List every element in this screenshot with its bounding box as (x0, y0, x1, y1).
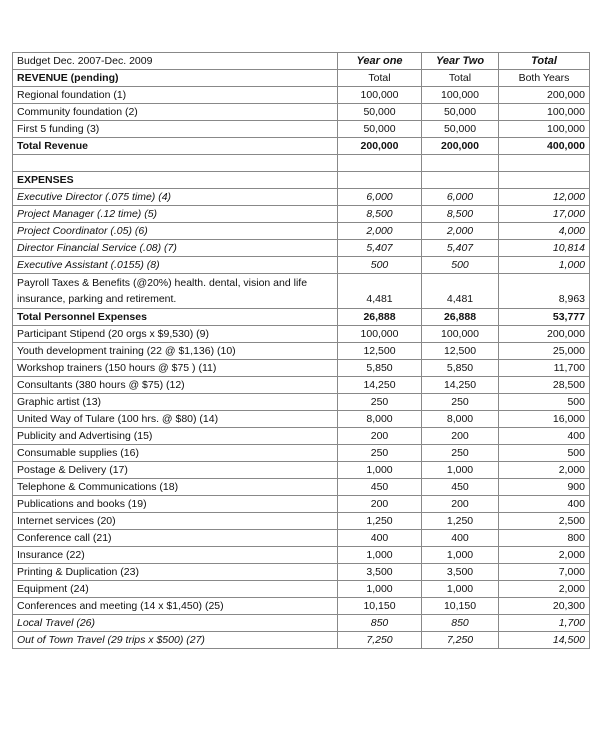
row-total: 14,500 (499, 632, 590, 649)
row-label: First 5 funding (3) (13, 121, 338, 138)
payroll-row (13, 274, 590, 309)
row-y2: 850 (422, 615, 499, 632)
table-row (13, 121, 590, 138)
row-total: 1,700 (499, 615, 590, 632)
row-total: 25,000 (499, 343, 590, 360)
table-row (13, 564, 590, 581)
row-total: 100,000 (499, 121, 590, 138)
row-total: 2,000 (499, 581, 590, 598)
total-revenue-row (13, 138, 590, 155)
table-row (13, 445, 590, 462)
row-y2: 400 (422, 530, 499, 547)
row-total: 4,000 (499, 223, 590, 240)
table-row (13, 223, 590, 240)
table-row (13, 343, 590, 360)
row-total: 900 (499, 479, 590, 496)
row-label: Project Manager (.12 time) (5) (13, 206, 338, 223)
row-y2: 1,000 (422, 547, 499, 564)
table-row (13, 513, 590, 530)
row-y1: 6,000 (338, 189, 422, 206)
row-label: Graphic artist (13) (13, 394, 338, 411)
row-y2: 14,250 (422, 377, 499, 394)
row-total: 500 (499, 445, 590, 462)
revenue-sub-y1: Total (338, 70, 422, 87)
row-y2: 450 (422, 479, 499, 496)
table-row (13, 530, 590, 547)
revenue-sub-y2: Total (422, 70, 499, 87)
row-label: Insurance (22) (13, 547, 338, 564)
row-label: Director Financial Service (.08) (7) (13, 240, 338, 257)
personnel-total-y2: 26,888 (422, 309, 499, 326)
row-y2: 2,000 (422, 223, 499, 240)
row-y2: 8,500 (422, 206, 499, 223)
row-y2: 6,000 (422, 189, 499, 206)
row-y2: 5,407 (422, 240, 499, 257)
row-total: 400 (499, 496, 590, 513)
budget-table (12, 52, 590, 649)
row-y2: 50,000 (422, 104, 499, 121)
row-label: Local Travel (26) (13, 615, 338, 632)
row-y1: 50,000 (338, 104, 422, 121)
personnel-total-total: 53,777 (499, 309, 590, 326)
row-y2: 7,250 (422, 632, 499, 649)
row-total: 200,000 (499, 87, 590, 104)
table-row (13, 326, 590, 343)
row-total: 200,000 (499, 326, 590, 343)
table-row (13, 547, 590, 564)
row-total: 11,700 (499, 360, 590, 377)
row-y1: 1,000 (338, 581, 422, 598)
table-row (13, 615, 590, 632)
row-total: 7,000 (499, 564, 590, 581)
row-y1: 1,000 (338, 547, 422, 564)
row-y1: 8,000 (338, 411, 422, 428)
table-row (13, 206, 590, 223)
table-row (13, 87, 590, 104)
row-y1: 2,000 (338, 223, 422, 240)
total-revenue-y2: 200,000 (422, 138, 499, 155)
row-label: Regional foundation (1) (13, 87, 338, 104)
spacer-row (13, 155, 590, 172)
row-y1: 100,000 (338, 326, 422, 343)
payroll-total: 8,963 (499, 274, 590, 309)
table-row (13, 462, 590, 479)
row-total: 500 (499, 394, 590, 411)
row-y1: 200 (338, 496, 422, 513)
row-label: Project Coordinator (.05) (6) (13, 223, 338, 240)
col-year-one: Year one (338, 53, 422, 70)
row-label: Telephone & Communications (18) (13, 479, 338, 496)
row-label: Equipment (24) (13, 581, 338, 598)
row-total: 100,000 (499, 104, 590, 121)
row-y2: 250 (422, 445, 499, 462)
row-total: 400 (499, 428, 590, 445)
row-y2: 100,000 (422, 87, 499, 104)
row-y1: 250 (338, 394, 422, 411)
revenue-heading-row (13, 70, 590, 87)
row-label: Publications and books (19) (13, 496, 338, 513)
row-y1: 850 (338, 615, 422, 632)
row-label: Workshop trainers (150 hours @ $75 ) (11) (13, 360, 338, 377)
row-y1: 5,850 (338, 360, 422, 377)
col-total: Total (499, 53, 590, 70)
payroll-label: Payroll Taxes & Benefits (@20%) health. dental, vision and life insurance, parking and retirement. (13, 274, 338, 309)
table-row (13, 632, 590, 649)
row-y2: 1,000 (422, 462, 499, 479)
table-row (13, 428, 590, 445)
table-row (13, 479, 590, 496)
row-y1: 1,000 (338, 462, 422, 479)
row-y2: 3,500 (422, 564, 499, 581)
row-y1: 100,000 (338, 87, 422, 104)
total-revenue-label: Total Revenue (13, 138, 338, 155)
row-y1: 7,250 (338, 632, 422, 649)
row-y1: 50,000 (338, 121, 422, 138)
row-total: 12,000 (499, 189, 590, 206)
row-y1: 1,250 (338, 513, 422, 530)
row-label: Community foundation (2) (13, 104, 338, 121)
row-y1: 400 (338, 530, 422, 547)
row-y2: 5,850 (422, 360, 499, 377)
row-label: Consumable supplies (16) (13, 445, 338, 462)
personnel-total-row (13, 309, 590, 326)
row-y2: 12,500 (422, 343, 499, 360)
row-label: Consultants (380 hours @ $75) (12) (13, 377, 338, 394)
table-row (13, 189, 590, 206)
table-row (13, 257, 590, 274)
total-revenue-total: 400,000 (499, 138, 590, 155)
row-label: Conferences and meeting (14 x $1,450) (25) (13, 598, 338, 615)
revenue-sub-total: Both Years (499, 70, 590, 87)
budget-title: Budget Dec. 2007-Dec. 2009 (13, 53, 338, 70)
revenue-heading: REVENUE (pending) (13, 70, 338, 87)
row-y1: 250 (338, 445, 422, 462)
row-total: 16,000 (499, 411, 590, 428)
row-y1: 10,150 (338, 598, 422, 615)
row-label: Executive Assistant (.0155) (8) (13, 257, 338, 274)
row-label: Executive Director (.075 time) (4) (13, 189, 338, 206)
row-label: Publicity and Advertising (15) (13, 428, 338, 445)
row-total: 10,814 (499, 240, 590, 257)
row-label: Conference call (21) (13, 530, 338, 547)
row-y2: 100,000 (422, 326, 499, 343)
row-label: Out of Town Travel (29 trips x $500) (27) (13, 632, 338, 649)
header-row (13, 53, 590, 70)
expenses-heading: EXPENSES (13, 172, 338, 189)
row-y1: 8,500 (338, 206, 422, 223)
row-total: 28,500 (499, 377, 590, 394)
row-y2: 50,000 (422, 121, 499, 138)
table-row (13, 360, 590, 377)
row-total: 17,000 (499, 206, 590, 223)
row-y2: 8,000 (422, 411, 499, 428)
table-row (13, 377, 590, 394)
table-row (13, 104, 590, 121)
row-total: 2,000 (499, 547, 590, 564)
row-y2: 1,250 (422, 513, 499, 530)
row-y1: 5,407 (338, 240, 422, 257)
row-y2: 1,000 (422, 581, 499, 598)
row-y1: 3,500 (338, 564, 422, 581)
row-y1: 500 (338, 257, 422, 274)
personnel-total-label: Total Personnel Expenses (13, 309, 338, 326)
row-y1: 12,500 (338, 343, 422, 360)
row-y1: 450 (338, 479, 422, 496)
row-y2: 500 (422, 257, 499, 274)
row-label: Participant Stipend (20 orgs x $9,530) (9) (13, 326, 338, 343)
total-revenue-y1: 200,000 (338, 138, 422, 155)
row-label: United Way of Tulare (100 hrs. @ $80) (14) (13, 411, 338, 428)
row-y2: 10,150 (422, 598, 499, 615)
row-total: 2,500 (499, 513, 590, 530)
row-total: 20,300 (499, 598, 590, 615)
row-y1: 200 (338, 428, 422, 445)
table-row (13, 598, 590, 615)
row-total: 1,000 (499, 257, 590, 274)
table-row (13, 394, 590, 411)
row-y1: 14,250 (338, 377, 422, 394)
table-row (13, 496, 590, 513)
payroll-y1: 4,481 (338, 274, 422, 309)
payroll-y2: 4,481 (422, 274, 499, 309)
row-y2: 200 (422, 496, 499, 513)
row-label: Youth development training (22 @ $1,136) (10) (13, 343, 338, 360)
expenses-heading-row (13, 172, 590, 189)
row-label: Postage & Delivery (17) (13, 462, 338, 479)
row-label: Printing & Duplication (23) (13, 564, 338, 581)
row-label: Internet services (20) (13, 513, 338, 530)
table-row (13, 240, 590, 257)
row-total: 2,000 (499, 462, 590, 479)
row-y2: 200 (422, 428, 499, 445)
personnel-total-y1: 26,888 (338, 309, 422, 326)
table-row (13, 581, 590, 598)
table-row (13, 411, 590, 428)
row-y2: 250 (422, 394, 499, 411)
row-total: 800 (499, 530, 590, 547)
col-year-two: Year Two (422, 53, 499, 70)
